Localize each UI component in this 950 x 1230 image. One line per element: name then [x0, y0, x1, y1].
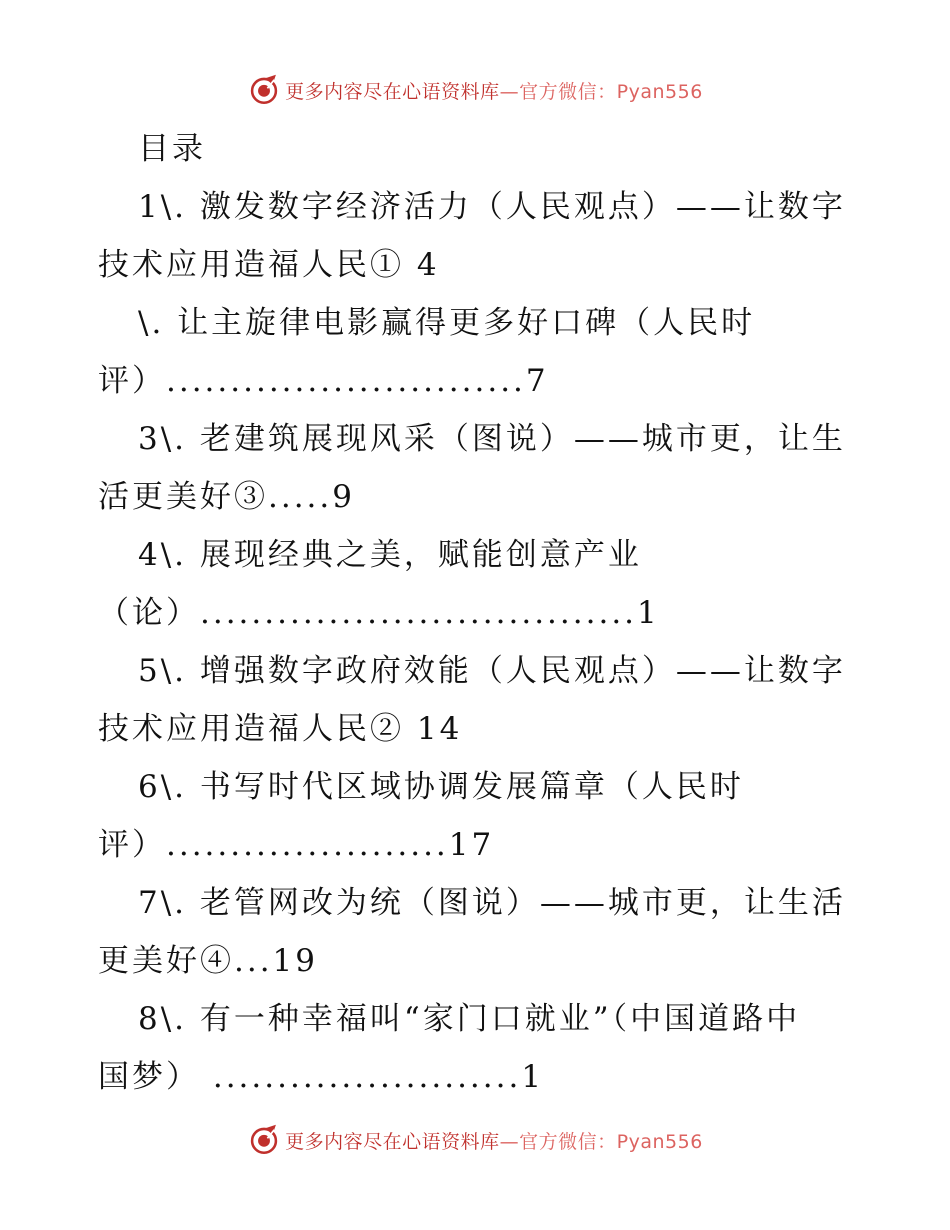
logo-icon [247, 1123, 281, 1157]
toc-line: 8\. 有一种幸福叫“家门口就业”（中国道路中 [138, 1001, 801, 1037]
toc-line: 1\. 激发数字经济活力（人民观点）——让数字 [138, 189, 846, 225]
watermark-main: 更多内容尽在心语资料库 [285, 80, 500, 103]
toc-line: 活更美好③.....9 [98, 479, 355, 515]
toc-line: 6\. 书写时代区域协调发展篇章（人民时 [138, 769, 744, 805]
toc-line: 评）......................17 [98, 827, 495, 863]
toc-line: 更美好④...19 [98, 943, 319, 979]
toc-line: 技术应用造福人民② 14 [98, 711, 463, 747]
logo-icon [247, 73, 281, 107]
watermark-sub: —官方微信：Pyan556 [499, 80, 703, 103]
toc-line: 评）............................7 [98, 363, 549, 399]
toc-line: 4\. 展现经典之美，赋能创意产业 [138, 537, 642, 573]
watermark-text [285, 1127, 703, 1154]
watermark-sub: —官方微信：Pyan556 [499, 1130, 703, 1153]
toc-line: （论）..................................1 [98, 595, 660, 631]
toc-line: 7\. 老管网改为统（图说）——城市更，让生活 [138, 885, 846, 921]
toc-line: 5\. 增强数字政府效能（人民观点）——让数字 [138, 653, 846, 689]
toc-line: 国梦） ........................1 [98, 1059, 545, 1095]
watermark-bottom [0, 1120, 950, 1160]
watermark-main: 更多内容尽在心语资料库 [285, 1130, 500, 1153]
toc-line: 3\. 老建筑展现风采（图说）——城市更，让生 [138, 421, 846, 457]
toc-title: 目录 [138, 131, 206, 167]
watermark-top [0, 70, 950, 110]
toc-line: 技术应用造福人民① 4 [98, 247, 440, 283]
toc-line: \. 让主旋律电影赢得更多好口碑（人民时 [138, 305, 756, 341]
watermark-text [285, 77, 703, 104]
